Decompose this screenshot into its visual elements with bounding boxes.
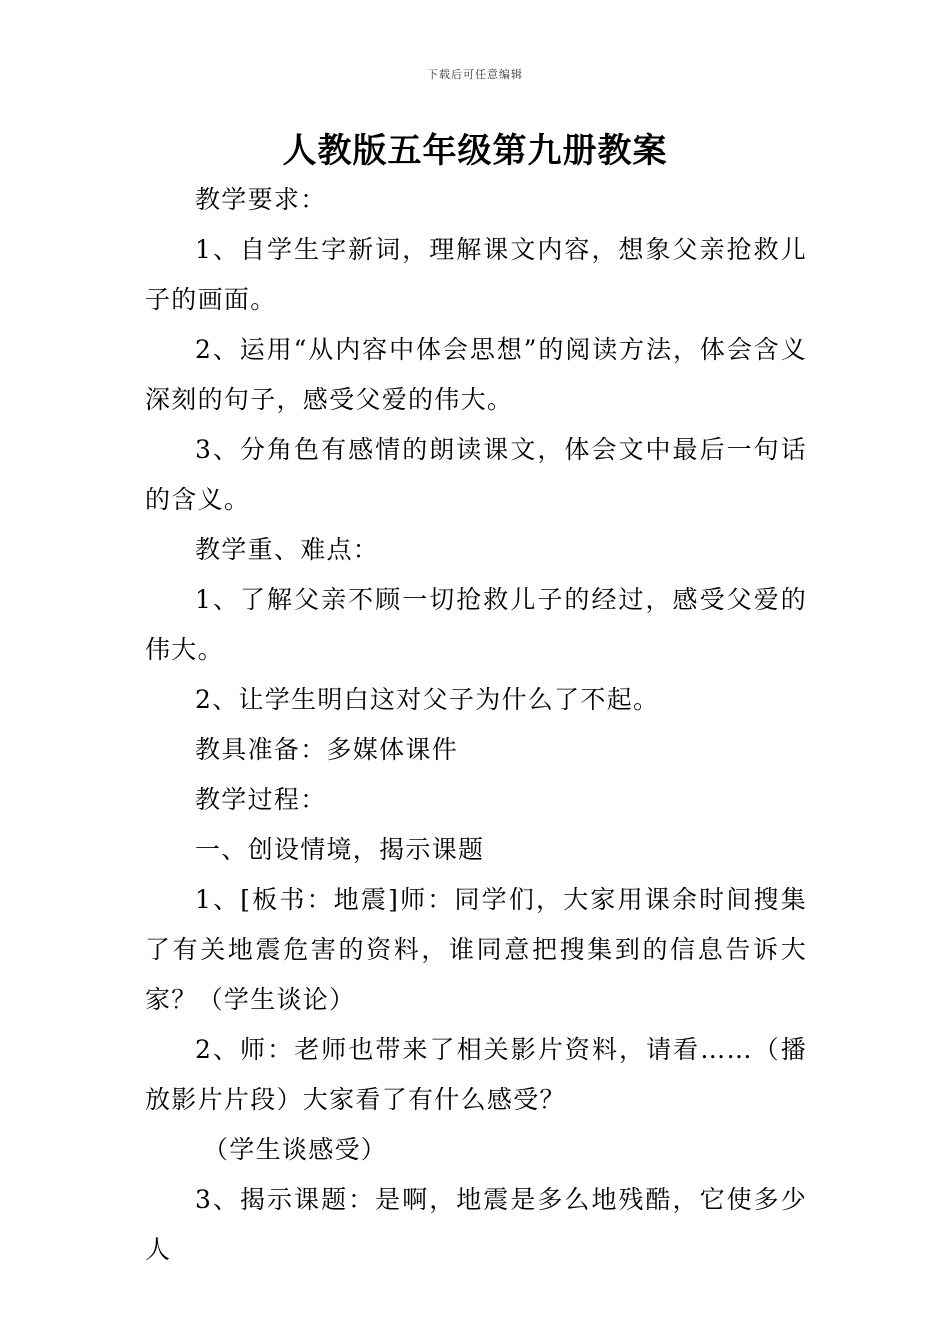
paragraph-key-points-heading: 教学重、难点： <box>195 535 380 564</box>
paragraph-teaching-requirements-heading: 教学要求： <box>195 185 327 214</box>
paragraph-key-point-1: 1、了解父亲不顾一切抢救儿子的经过，感受父爱的伟大。 <box>145 585 807 664</box>
paragraph-key-point-2: 2、让学生明白这对父子为什么了不起。 <box>195 685 660 714</box>
document-body <box>145 175 807 1275</box>
paragraph-step-2: 2、师：老师也带来了相关影片资料，请看……（播放影片片段）大家看了有什么感受？ <box>145 1035 807 1114</box>
header-note: 下载后可任意编辑 <box>427 68 523 81</box>
paragraph-student-response: （学生谈感受） <box>203 1135 388 1164</box>
paragraph-requirement-2: 2、运用“从内容中体会思想”的阅读方法，体会含义深刻的句子，感受父爱的伟大。 <box>145 335 807 414</box>
paragraph-section-one-heading: 一、创设情境，揭示课题 <box>195 835 485 864</box>
paragraph-teaching-process-heading: 教学过程： <box>195 785 327 814</box>
paragraph-requirement-3: 3、分角色有感情的朗读课文，体会文中最后一句话的含义。 <box>145 435 807 514</box>
paragraph-requirement-1: 1、自学生字新词，理解课文内容，想象父亲抢救儿子的画面。 <box>145 235 807 314</box>
document-title: 人教版五年级第九册教案 <box>282 131 668 171</box>
paragraph-teaching-aids: 教具准备：多媒体课件 <box>195 735 459 764</box>
paragraph-step-3: 3、揭示课题：是啊，地震是多么地残酷，它使多少人 <box>145 1185 807 1264</box>
paragraph-step-1: 1、[板书：地震]师：同学们，大家用课余时间搜集了有关地震危害的资料，谁同意把搜集到的信息告诉大家？（学生谈论） <box>145 885 807 1014</box>
